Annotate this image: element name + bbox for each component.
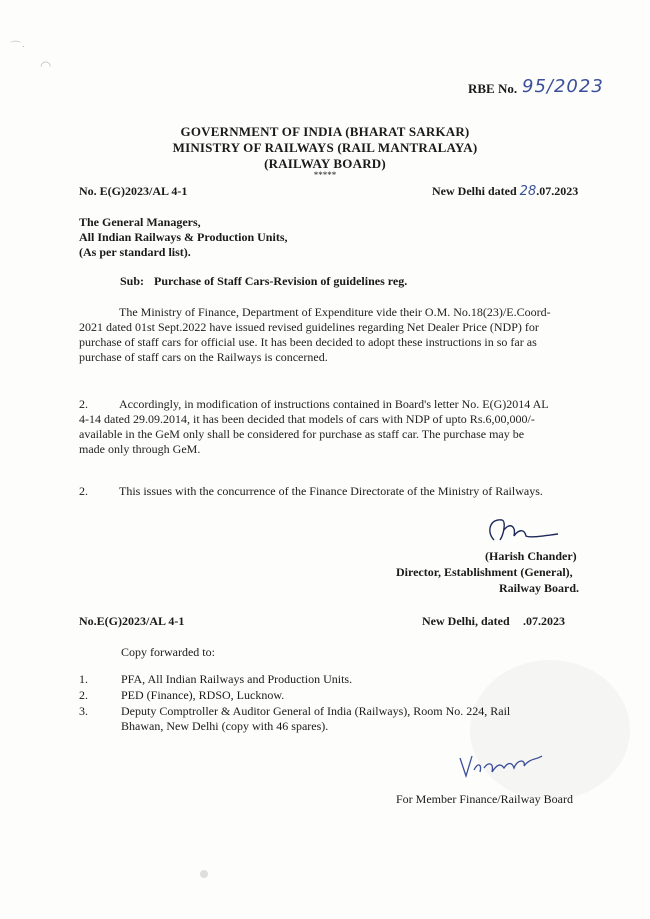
- copy-item-text: PFA, All Indian Railways and Production Units.: [121, 672, 353, 686]
- copy-item-text-continued: Bhawan, New Delhi (copy with 46 spares).: [121, 719, 329, 733]
- reference-date-day: 28: [519, 184, 537, 199]
- copy-item-text: PED (Finance), RDSO, Lucknow.: [121, 688, 285, 702]
- copy-item-number: 2.: [79, 688, 88, 702]
- paragraph-2-line: made only through GeM.: [79, 442, 201, 456]
- paragraph-1-line: 2021 dated 01st Sept.2022 have issued revised guidelines regarding Net Dealer Price (NDP) for: [79, 320, 539, 334]
- paragraph-2-number: 2.: [79, 397, 88, 411]
- paragraph-3-number: 2.: [79, 484, 88, 498]
- scan-smudge: [470, 660, 630, 800]
- reference-date-prefix: New Delhi dated: [432, 184, 517, 198]
- paragraph-3-text: This issues with the concurrence of the Finance Directorate of the Ministry of Railways.: [119, 484, 543, 498]
- copy-item-number: 3.: [79, 704, 88, 718]
- paragraph-1-line: purchase of staff cars on the Railways is concerned.: [79, 350, 328, 364]
- rbe-label: RBE No.: [468, 81, 518, 96]
- subject-label: Sub:: [120, 274, 145, 288]
- addressee-line-2: All Indian Railways & Production Units,: [79, 230, 288, 244]
- addressee-line-1: The General Managers,: [79, 215, 201, 229]
- copy-reference-number: No.E(G)2023/AL 4-1: [79, 614, 185, 628]
- scan-mark: ◠: [40, 58, 52, 73]
- rbe-number-handwritten: 95/2023: [522, 76, 604, 97]
- reference-date: [432, 184, 578, 199]
- scan-mark: ⌒ ·: [8, 41, 25, 53]
- copy-reference-date-prefix: New Delhi, dated: [422, 614, 510, 628]
- paragraph-2: [79, 397, 589, 457]
- addressee-line-3: (As per standard list).: [79, 245, 191, 259]
- copy-item-number: 1.: [79, 672, 88, 686]
- reference-number: No. E(G)2023/AL 4-1: [79, 184, 188, 198]
- reference-date-suffix: .07.2023: [536, 184, 579, 198]
- paragraph-1-line: The Ministry of Finance, Department of Expenditure vide their O.M. No.18(23)/E.Coord-: [119, 305, 551, 319]
- director-signature: [482, 512, 562, 552]
- copy-item-text: Deputy Comptroller & Auditor General of India (Railways), Room No. 224, Rail: [121, 704, 511, 718]
- signatory-name: (Harish Chander): [485, 549, 577, 563]
- paragraph-1-line: purchase of staff cars for official use. It has been decided to adopt these instructions in so far as: [79, 335, 537, 349]
- paragraph-1: [79, 305, 589, 365]
- subject-text: Purchase of Staff Cars-Revision of guidelines reg.: [154, 274, 408, 288]
- copy-forwarded-label: Copy forwarded to:: [121, 645, 215, 659]
- signatory-office: Railway Board.: [499, 581, 580, 595]
- paragraph-2-line: Accordingly, in modification of instructions contained in Board's letter No. E(G)2014 AL: [119, 397, 549, 411]
- paragraph-2-line: available in the GeM only shall be considered for purchase as staff car. The purchase may be: [79, 427, 525, 441]
- header-stars: *****: [313, 170, 337, 180]
- paragraph-2-line: 4-14 dated 29.09.2014, it has been decided that models of cars with NDP of upto Rs.6,00,000/-: [79, 412, 535, 426]
- header-line-3: (RAILWAY BOARD): [264, 156, 386, 171]
- copy-reference-date-suffix: .07.2023: [523, 614, 565, 628]
- scan-smudge: [200, 870, 208, 878]
- header-line-1: GOVERNMENT OF INDIA (BHARAT SARKAR): [180, 124, 470, 139]
- signatory-designation: Director, Establishment (General),: [396, 565, 573, 579]
- copy-footer-signatory: For Member Finance/Railway Board: [396, 792, 573, 806]
- header-line-2: MINISTRY OF RAILWAYS (RAIL MANTRALAYA): [172, 140, 478, 155]
